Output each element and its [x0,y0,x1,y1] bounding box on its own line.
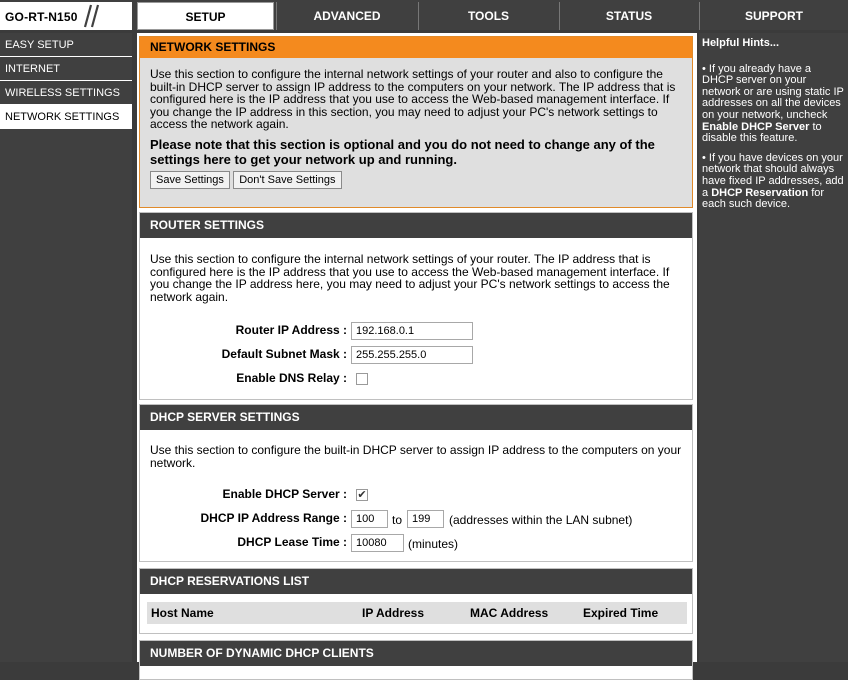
hint-dhcp-reservation [702,153,844,211]
tab-status[interactable]: STATUS [559,2,698,30]
dhcp-lease-label: DHCP Lease Time : [237,535,347,549]
subnet-mask-label: Default Subnet Mask : [221,347,347,361]
sidebar-item-easy-setup[interactable]: EASY SETUP [0,33,132,57]
main-content [137,33,697,662]
enable-dhcp-checkbox[interactable] [356,489,368,501]
hint-2-end: for each such device. [702,186,825,211]
router-ip-label: Router IP Address : [235,323,347,337]
tab-advanced[interactable]: ADVANCED [276,2,417,30]
brand-name: GO-RT-N150 [5,10,78,24]
brand-logo [0,2,132,30]
network-settings-section [139,36,693,208]
dhcp-server-section [139,404,693,562]
dhcp-server-description: Use this section to configure the built-in DHCP server to assign IP address to the computers on your network. [150,443,682,470]
dhcp-reservations-section [139,568,693,634]
dhcp-server-title: DHCP SERVER SETTINGS [140,405,692,430]
hint-1-text: • If you already have a DHCP server on your network or are using static IP addresses on all the devices on your network, uncheck [702,62,844,121]
sidebar-item-internet[interactable]: INTERNET [0,57,132,81]
tab-setup[interactable]: SETUP [137,2,274,30]
column-expired-time: Expired Time [583,606,659,620]
helpful-hints-panel [699,33,848,662]
router-ip-input[interactable]: 192.168.0.1 [351,322,473,340]
top-bar [0,0,848,30]
subnet-mask-input[interactable]: 255.255.255.0 [351,346,473,364]
tab-tools[interactable]: TOOLS [418,2,558,30]
hint-dhcp-server [702,64,844,145]
dns-relay-checkbox[interactable] [356,373,368,385]
checkmark-icon: ✔ [357,489,367,501]
hint-2-bold: DHCP Reservation [711,186,809,199]
dont-save-settings-button[interactable]: Don't Save Settings [233,171,341,189]
dhcp-range-to-text: to [392,513,403,527]
dhcp-range-start-input[interactable]: 100 [351,510,388,528]
dns-relay-label: Enable DNS Relay : [236,371,347,385]
hint-1-bold: Enable DHCP Server [702,120,810,133]
hint-2-text: • If you have devices on your network that should always have fixed IP addresses, add a [702,151,844,199]
dhcp-lease-input[interactable]: 10080 [351,534,404,552]
network-settings-title: NETWORK SETTINGS [140,37,692,58]
reservations-table-header [147,602,687,624]
brand-slashes-icon [79,4,101,28]
network-settings-description: Use this section to configure the internal network settings of your router and also to configure the built-in DHCP server to assign IP address to the computers on your network. The IP address that is configured here is the IP address that you use to access the Web-based management interface. If you change the IP address in this section, you may need to adjust your PC's network settings to access the network again. [150,67,676,131]
dynamic-clients-title: NUMBER OF DYNAMIC DHCP CLIENTS [140,641,692,666]
sidebar [0,33,132,662]
column-host-name: Host Name [151,606,214,620]
dhcp-range-note: (addresses within the LAN subnet) [449,513,633,527]
column-mac-address: MAC Address [470,606,549,620]
dynamic-clients-section [139,640,693,680]
router-settings-description: Use this section to configure the internal network settings of your router. The IP address that is configured here is the IP address that you use to access the Web-based management interface. If you change the IP address here, you may need to adjust your PC's network settings to access the network again. [150,252,670,304]
dhcp-range-end-input[interactable]: 199 [407,510,444,528]
column-ip-address: IP Address [362,606,425,620]
dhcp-range-label: DHCP IP Address Range : [200,511,347,525]
tab-support[interactable]: SUPPORT [699,2,848,30]
router-settings-section [139,212,693,400]
network-settings-note: Please note that this section is optional and you do not need to change any of the settings here to get your network up and running. [150,136,655,167]
hint-1-end: to disable this feature. [702,120,822,145]
save-settings-button[interactable]: Save Settings [150,171,230,189]
dhcp-lease-unit: (minutes) [408,537,459,551]
dhcp-reservations-title: DHCP RESERVATIONS LIST [140,569,692,594]
hints-title: Helpful Hints... [702,37,779,49]
sidebar-item-network-settings[interactable]: NETWORK SETTINGS [0,105,132,129]
enable-dhcp-label: Enable DHCP Server : [222,487,347,501]
router-settings-title: ROUTER SETTINGS [140,213,692,238]
sidebar-item-wireless-settings[interactable]: WIRELESS SETTINGS [0,81,132,105]
